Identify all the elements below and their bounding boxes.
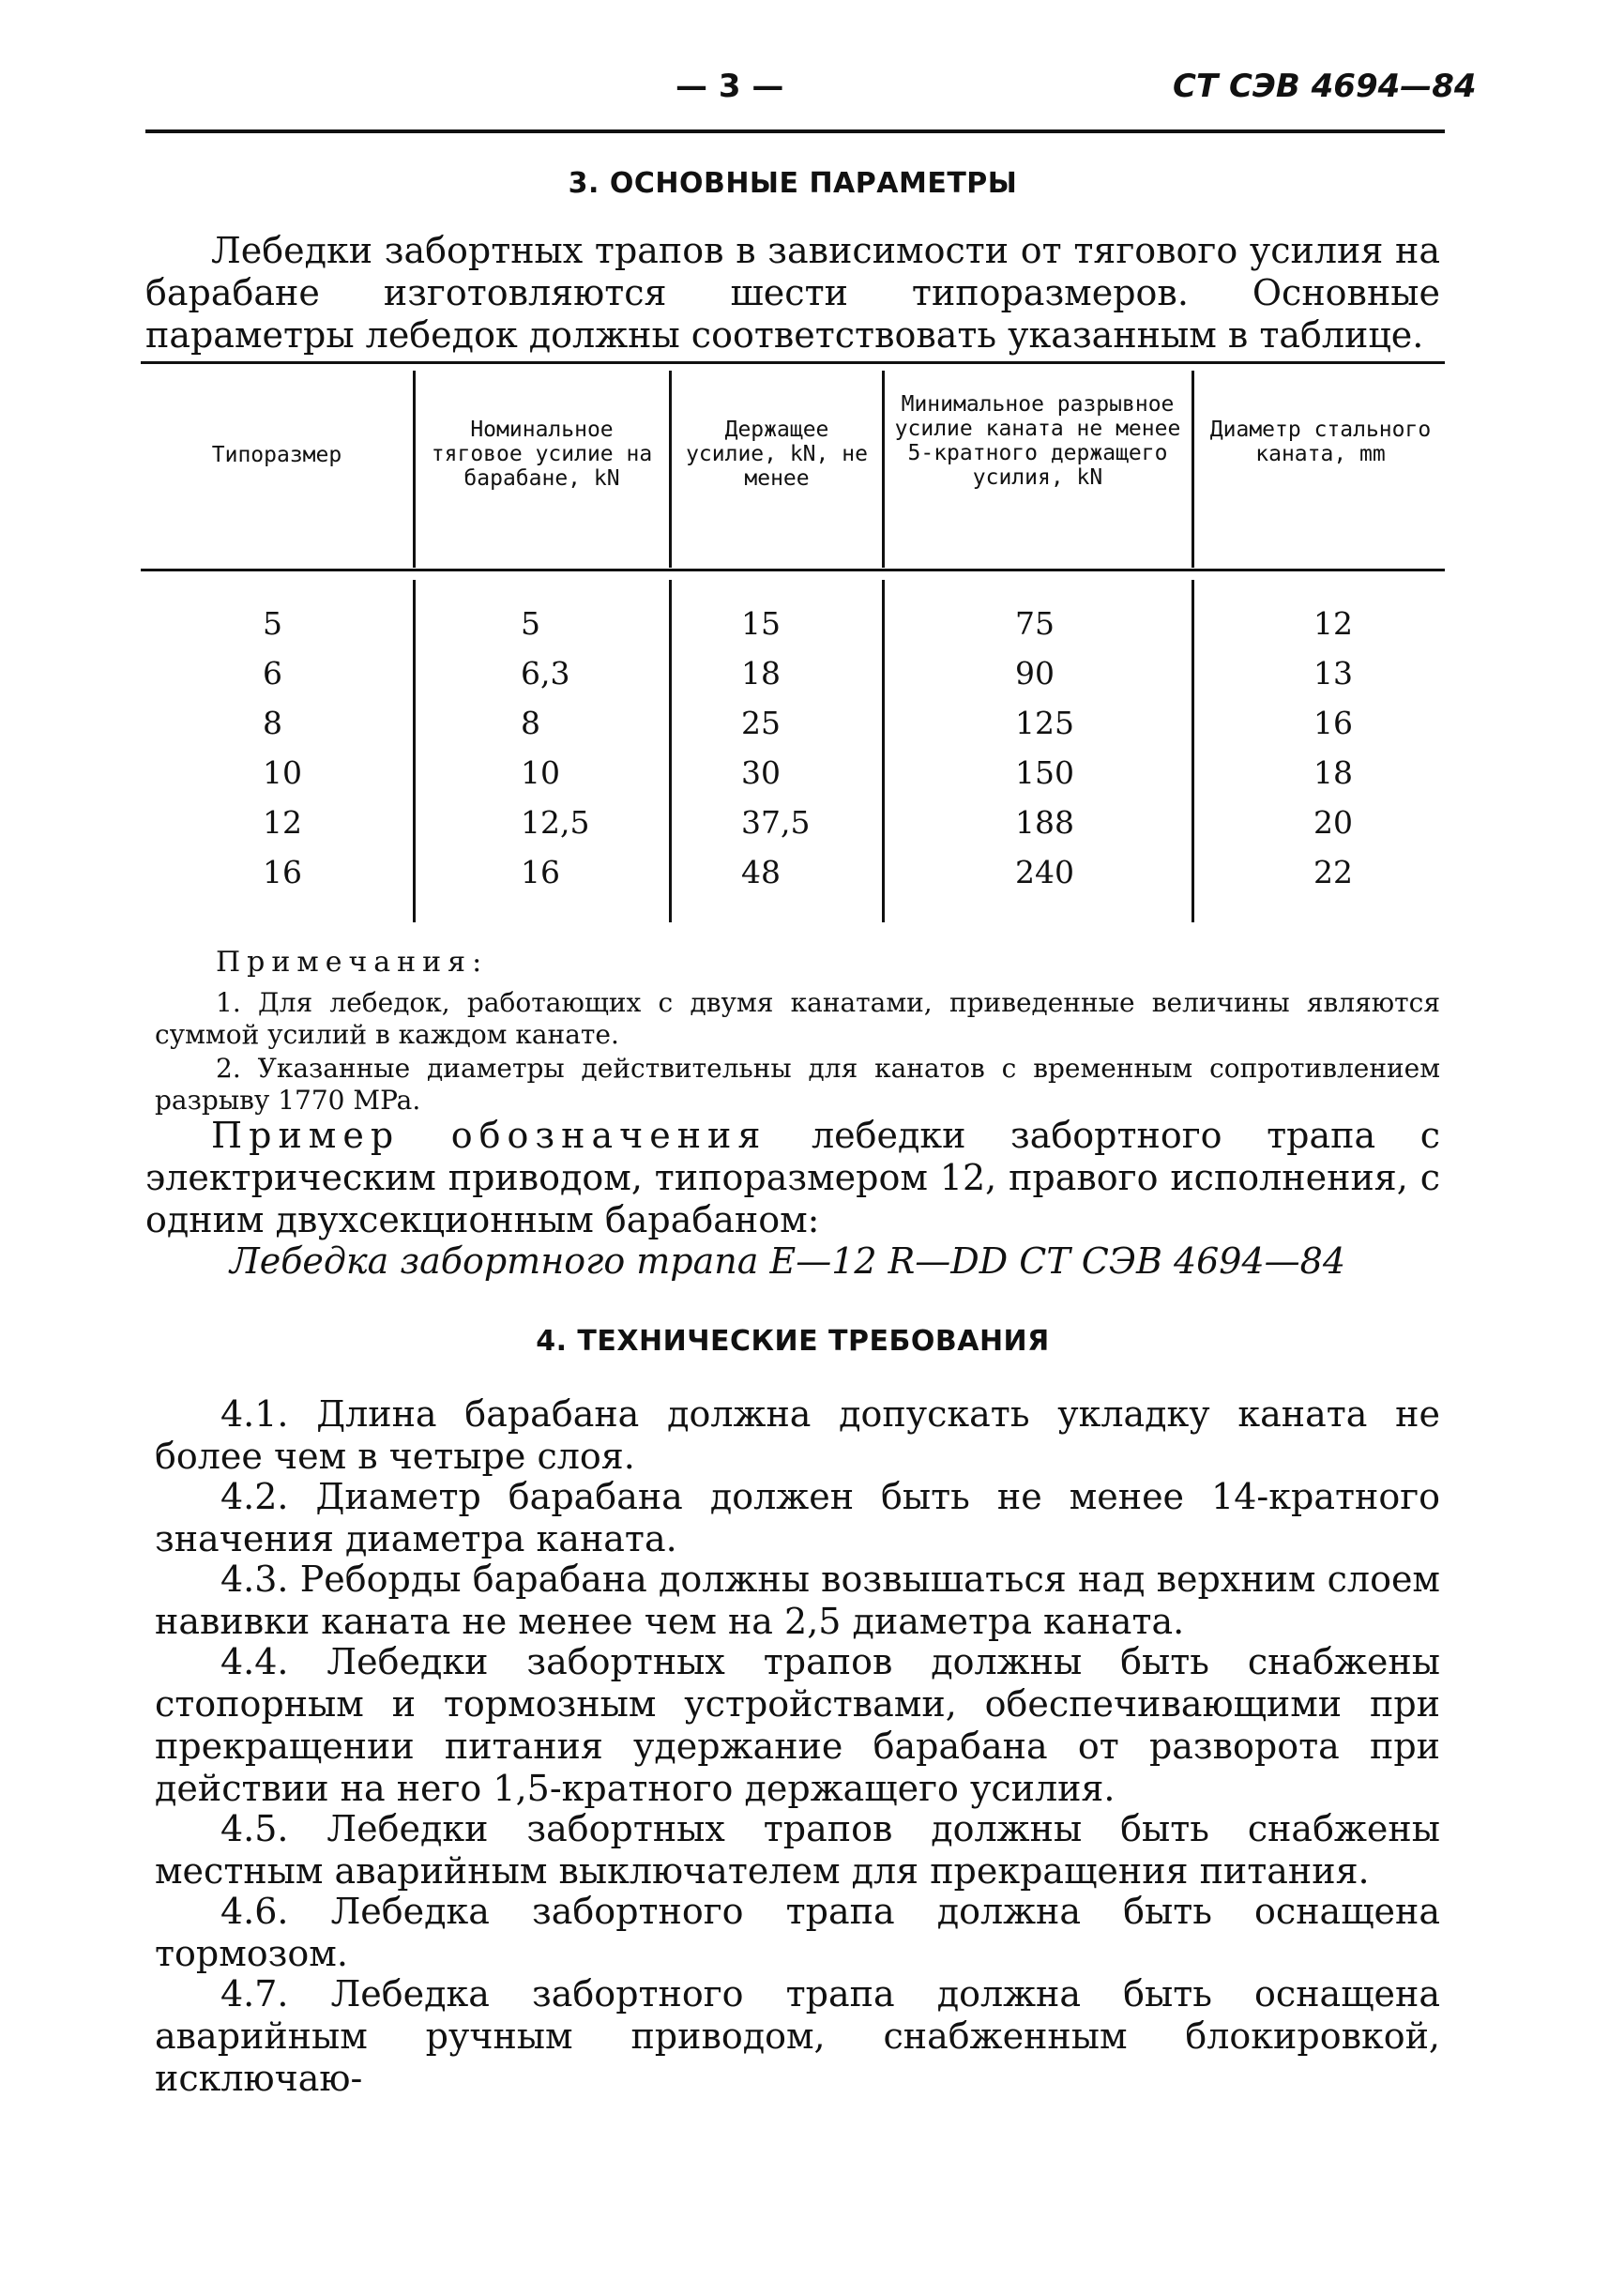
cell-size: 10: [263, 754, 302, 791]
cell-breaking-force: 75: [1015, 605, 1055, 642]
cell-nominal-pull: 12,5: [521, 804, 590, 841]
cell-holding-force: 30: [741, 754, 781, 791]
table-divider: [1192, 580, 1194, 922]
cell-nominal-pull: 16: [521, 854, 560, 890]
cell-breaking-force: 188: [1015, 804, 1074, 841]
clause-4-7: 4.7. Лебедка забортного трапа должна быть оснащена аварийным ручным приводом, снабженным блокировкой, исключаю-: [155, 1973, 1440, 2099]
table-divider: [413, 371, 416, 568]
cell-breaking-force: 150: [1015, 754, 1074, 791]
cell-rope-diameter: 20: [1313, 804, 1353, 841]
cell-rope-diameter: 13: [1313, 655, 1353, 692]
col-header-holding-force: Держащее усилие, kN, не менее: [686, 418, 868, 491]
clause-4-5: 4.5. Лебедки забортных трапов должны быть снабжены местным аварийным выключателем для прекращения питания.: [155, 1808, 1440, 1892]
example-paragraph: [145, 1115, 1440, 1241]
header-rule: [145, 129, 1445, 133]
cell-size: 5: [263, 605, 282, 642]
example-text: лебедки забортного трапа с электрическим приводом, типоразмером 12, правого исполнения, с одним двухсекционным барабаном:: [145, 1115, 1441, 1240]
cell-nominal-pull: 5: [521, 605, 540, 642]
example-lead: Пример обозначения: [211, 1115, 767, 1156]
table-divider: [882, 580, 885, 922]
clause-4-3: 4.3. Реборды барабана должны возвышаться над верхним слоем навивки каната не менее чем на 2,5 диаметра каната.: [155, 1559, 1440, 1642]
page-number: — 3 —: [675, 68, 784, 105]
cell-rope-diameter: 18: [1313, 754, 1353, 791]
section-4-title: 4. ТЕХНИЧЕСКИЕ ТРЕБОВАНИЯ: [536, 1325, 1050, 1358]
note-2: 2. Указанные диаметры действительны для канатов с временным сопротивлением разрыву 1770 MPa.: [155, 1053, 1440, 1116]
cell-size: 12: [263, 804, 302, 841]
table-divider: [882, 371, 885, 568]
clause-4-2: 4.2. Диаметр барабана должен быть не менее 14-кратного значения диаметра каната.: [155, 1476, 1440, 1559]
cell-nominal-pull: 6,3: [521, 655, 570, 692]
cell-holding-force: 15: [741, 605, 781, 642]
section-3-intro: Лебедки забортных трапов в зависимости от тягового усилия на барабане изготовляются шести типоразмеров. Основные параметры лебедок должны соответствовать указанным в таблице.: [145, 230, 1440, 356]
cell-holding-force: 48: [741, 854, 781, 890]
col-header-rope-diameter: Диаметр стального каната, mm: [1209, 418, 1432, 466]
clause-4-1: 4.1. Длина барабана должна допускать укладку каната не более чем в четыре слоя.: [155, 1393, 1440, 1477]
col-header-breaking-force: Минимальное разрывное усилие каната не менее 5-кратного держащего усилия, kN: [894, 392, 1181, 490]
table-divider: [1192, 371, 1194, 568]
col-header-nominal-pull: Номинальное тяговое усилие на барабане, kN: [431, 418, 653, 491]
cell-size: 8: [263, 705, 282, 741]
cell-size: 6: [263, 655, 282, 692]
table-divider: [413, 580, 416, 922]
table-divider: [669, 580, 672, 922]
cell-nominal-pull: 8: [521, 705, 540, 741]
clause-4-6: 4.6. Лебедка забортного трапа должна быть оснащена тормозом.: [155, 1891, 1440, 1974]
cell-nominal-pull: 10: [521, 754, 560, 791]
cell-rope-diameter: 22: [1313, 854, 1353, 890]
cell-breaking-force: 90: [1015, 655, 1055, 692]
cell-holding-force: 18: [741, 655, 781, 692]
cell-holding-force: 25: [741, 705, 781, 741]
standard-code: СТ СЭВ 4694—84: [1173, 68, 1477, 105]
cell-breaking-force: 240: [1015, 854, 1074, 890]
cell-rope-diameter: 12: [1313, 605, 1353, 642]
table-header-rule: [141, 569, 1445, 571]
example-designation: Лебедка забортного трапа E—12 R—DD СТ СЭВ 4694—84: [230, 1240, 1346, 1282]
table-divider: [669, 371, 672, 568]
cell-size: 16: [263, 854, 302, 890]
note-1: 1. Для лебедок, работающих с двумя канатами, приведенные величины являются суммой усилий в каждом канате.: [155, 987, 1440, 1050]
table-top-rule: [141, 361, 1445, 364]
cell-breaking-force: 125: [1015, 705, 1074, 741]
col-header-size: Типоразмер: [211, 443, 342, 467]
clause-4-4: 4.4. Лебедки забортных трапов должны быть снабжены стопорным и тормозным устройствами, обеспечивающими при прекращении питания удержание барабана от разворота при действии на него 1,5-кратного держащего усилия.: [155, 1641, 1440, 1809]
cell-holding-force: 37,5: [741, 804, 811, 841]
notes-title: Примечания:: [216, 946, 489, 979]
cell-rope-diameter: 16: [1313, 705, 1353, 741]
section-3-title: 3. ОСНОВНЫЕ ПАРАМЕТРЫ: [568, 167, 1018, 200]
